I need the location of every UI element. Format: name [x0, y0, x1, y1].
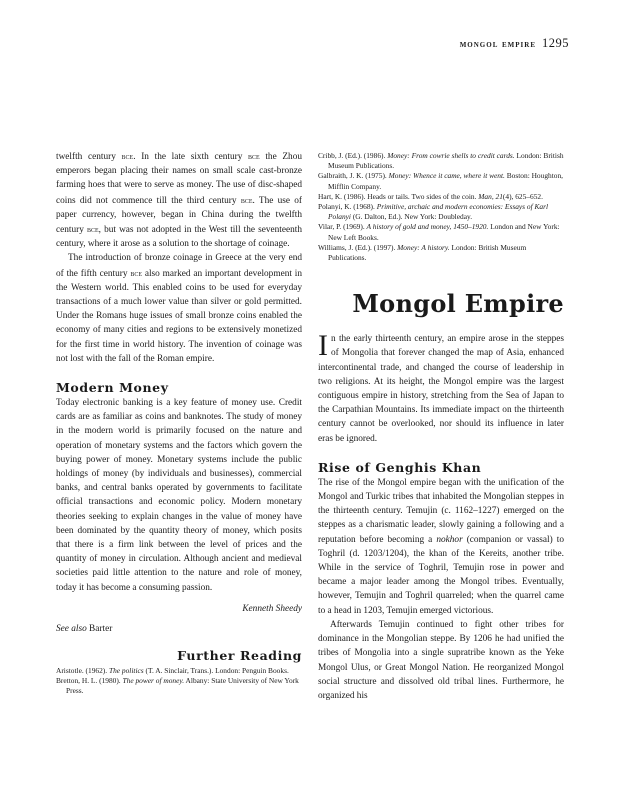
- left-column: [56, 149, 302, 697]
- reference-entry: Hart, K. (1986). Heads or tails. Two sides of the coin. Man, 21(4), 625–652.: [318, 191, 543, 201]
- reference-entry: Polanyi, K. (1968). Primitive, archaic and modern economies: Essays of Karl Polanyi (G. Dalton, Ed.). New York: Doubleday.: [318, 202, 549, 222]
- right-column: [318, 151, 564, 703]
- author-signature: Kenneth Sheedy: [242, 603, 302, 614]
- reference-entry: Bretton, H. L. (1980). The power of money. Albany: State University of New York Press.: [56, 676, 299, 696]
- section-heading-rise-of-genghis-khan: Rise of Genghis Khan: [318, 459, 482, 475]
- section-heading-further-reading: Further Reading: [177, 647, 302, 663]
- running-title: mongol empire: [459, 39, 536, 50]
- reference-entry: Vilar, P. (1969). A history of gold and money, 1450–1920. London and New York: New Left Books.: [318, 222, 560, 242]
- body-paragraph: Afterwards Temujin continued to fight other tribes for dominance in the Mongolian steppe. By 1206 he had unified the tribes of Mongolia into a single supratribe known as the Yeke Mongol Ulus, or Great Mongol Nation. He reorganized Mongol social structure and dissolved old tribal lines. Furthermore, he organized his: [318, 619, 564, 701]
- body-paragraph: twelfth century bce. In the late sixth century bce the Zhou emperors began placing their names on small scale cast-bronze farming hoes that were to serve as money. The use of disc-shaped coins did not commence till the third century bce. The use of paper currency, however, began in China during the twelfth century bce, but was not adopted in the West till the seventeenth century, where it arose as a solution to the shortage of coinage.: [56, 151, 302, 250]
- page-number: 1295: [542, 36, 569, 50]
- article-title: Mongol Empire: [352, 289, 564, 319]
- reference-entry: Cribb, J. (Ed.). (1986). Money: From cowrie shells to credit cards. London: British Museum Publications.: [318, 151, 564, 171]
- drop-cap: I: [318, 329, 328, 363]
- intro-paragraph: In the early thirteenth century, an empire arose in the steppes of Mongolia that forever changed the map of Asia, enhanced intercontinental trade, and changed the course of leadership in two religions. At its height, the Mongol empire was the largest contiguous empire in history, stretching from the Sea of Japan to the Carpathian Mountains. Its immediate impact on the thirteenth century cannot be overlooked, nor should its influence in later eras be ignored.: [318, 329, 564, 444]
- running-header: [460, 36, 569, 51]
- body-paragraph: Today electronic banking is a key feature of money use. Credit cards are as familiar as coins and banknotes. The study of money in the modern world is primarily focused on the nature and operation of monetary systems and the factors which govern the buying power of money. Monetary systems include the public holdings of money (by individuals and businesses), commercial banks, and central banks operated by governments to facilitate official transactions and economic policy. Modern monetary theories seeking to explain changes in the value of money have been dominated by the quantity theory of money, which posits that there is a firm link between the level of prices and the quantity of money in circulation. Although ancient and medieval societies paid little attention to the nature and role of money, today it has become a consuming passion.: [56, 398, 302, 593]
- reference-entry: Galbraith, J. K. (1975). Money: Whence it came, where it went. Boston: Houghton, Mifflin Company.: [318, 171, 564, 191]
- reference-entry: Williams, J. (Ed.). (1997). Money: A history. London: British Museum Publications.: [318, 242, 527, 263]
- section-heading-modern-money: Modern Money: [56, 380, 169, 396]
- body-paragraph: The introduction of bronze coinage in Greece at the very end of the fifth century bce also marked an important development in the Western world. This enabled coins to be used for everyday transactions of a much lower value than silver or gold permitted. Under the Romans huge issues of small bronze coins enabled the economy of many cities and regions to be extensively monetized for the first time in world history. The invention of coinage was not lost with the fall of the Roman empire.: [56, 253, 302, 364]
- body-paragraph: The rise of the Mongol empire began with the unification of the Mongol and Turkic tribes that inhabited the Mongolian steppes in the thirteenth century. Temujin (c. 1162–1227) emerged on the steppes as a charismatic leader, slowly gaining a following and a reputation before becoming a nokhor (companion or vassal) to Toghril (d. 1203/1204), the khan of the Kereits, another tribe. While in the service of Toghril, Temujin rose in power and became a major leader among the Mongol tribes. Eventually, however, Temujin and Toghril quarreled; when the quarrel came to a head in 1203, Temujin emerged victorious.: [318, 477, 564, 616]
- see-also: See also Barter: [56, 623, 113, 634]
- reference-entry: Aristotle. (1962). The politics (T. A. Sinclair, Trans.). London: Penguin Books.: [56, 665, 289, 675]
